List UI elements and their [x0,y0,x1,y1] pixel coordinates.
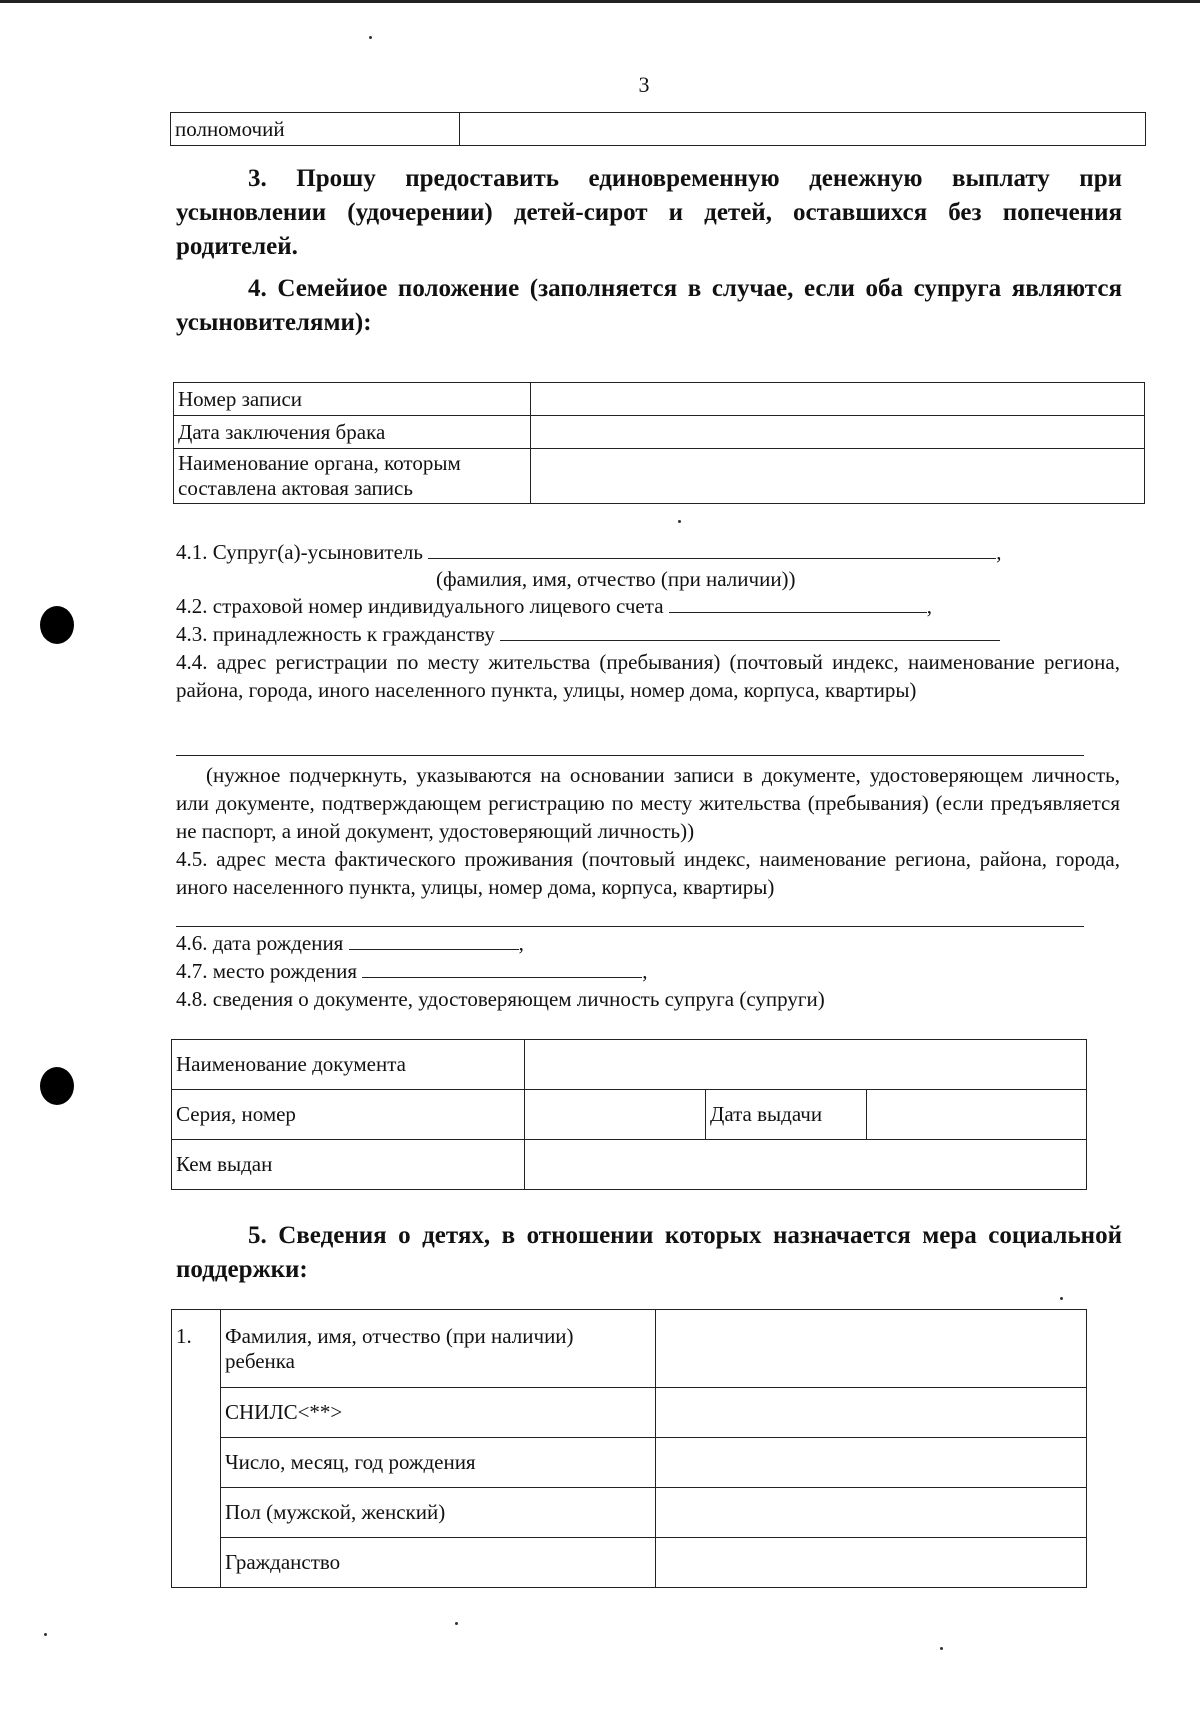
children-table [171,1309,1087,1588]
marriage-record-number-value[interactable] [531,383,1145,416]
top-table-left-cell: полномочий [171,113,460,146]
child-birth-date-value[interactable] [656,1438,1087,1488]
top-table [170,112,1146,146]
punch-hole-icon [40,1067,74,1105]
issue-date-label: Дата выдачи [706,1090,867,1140]
item-4-7: 4.7. место рождения , [176,959,648,983]
child-citizenship-value[interactable] [656,1538,1087,1588]
scan-speck [940,1647,943,1650]
note-4-4: (нужное подчеркнуть, указываются на основании записи в документе, удостоверяющем личность, или документе, подтверждающем регистрацию по месту жительства (пребывания) (если предъявляется не паспорт, а иной документ, удостоверяющий личность)) [176,763,1120,843]
citizenship-field[interactable] [500,620,1000,641]
item-4-8: 4.8. сведения о документе, удостоверяющем личность супруга (супруги) [176,987,825,1011]
child-birth-date-label: Число, месяц, год рождения [221,1438,656,1488]
item-4-1: 4.1. Супруг(а)-усыновитель , [176,540,1002,564]
top-table-right-cell[interactable] [460,113,1146,146]
section-3-heading: 3. Прошу предоставить единовременную денежную выплату при усыновлении (удочерении) детей-сирот и детей, оставшихся без попечения родителей. [176,165,1122,260]
marriage-date-value[interactable] [531,416,1145,449]
birth-place-field[interactable] [362,957,642,978]
child-citizenship-label: Гражданство [221,1538,656,1588]
actual-address-field[interactable] [176,926,1084,927]
child-snils-value[interactable] [656,1388,1087,1438]
page-number: 3 [638,72,650,97]
child-snils-label: СНИЛС<**> [221,1388,656,1438]
birth-date-field[interactable] [349,929,519,950]
issued-by-value[interactable] [525,1140,1087,1190]
registry-office-value[interactable] [531,449,1145,504]
issued-by-label: Кем выдан [172,1140,525,1190]
item-4-6: 4.6. дата рождения , [176,931,524,955]
scan-speck [678,520,681,523]
item-4-1-hint: (фамилия, имя, отчество (при наличии)) [436,567,796,591]
issue-date-value[interactable] [867,1090,1087,1140]
item-4-3: 4.3. принадлежность к гражданству [176,620,1000,648]
registry-office-label: Наименование органа, которым составлена актовая запись [174,449,531,504]
child-row-number: 1. [172,1310,221,1588]
spouse-name-field[interactable] [428,538,996,559]
scan-top-edge [0,0,1200,3]
registration-address-field[interactable] [176,755,1084,756]
id-document-table [171,1039,1087,1190]
child-name-label: Фамилия, имя, отчество (при наличии) ребенка [221,1310,656,1388]
child-sex-label: Пол (мужской, женский) [221,1488,656,1538]
scan-speck [44,1633,47,1636]
doc-name-label: Наименование документа [172,1040,525,1090]
snils-field[interactable] [669,592,927,613]
marriage-date-label: Дата заключения брака [174,416,531,449]
series-number-label: Серия, номер [172,1090,525,1140]
punch-hole-icon [40,606,74,644]
item-4-2: 4.2. страховой номер индивидуального лицевого счета , [176,594,933,618]
item-4-4: 4.4. адрес регистрации по месту жительства (пребывания) (почтовый индекс, наименование региона, района, города, иного населенного пункта, улицы, номер дома, корпуса, квартиры) [176,650,1120,702]
marriage-table [173,382,1145,504]
section-4-heading: 4. Семейиое положение (заполняется в случае, если оба супруга являются усыновителями): [176,275,1122,336]
doc-name-value[interactable] [525,1040,1087,1090]
series-number-value[interactable] [525,1090,706,1140]
marriage-record-number-label: Номер записи [174,383,531,416]
child-name-value[interactable] [656,1310,1087,1388]
scan-speck [455,1622,458,1625]
scan-speck [1060,1297,1063,1300]
section-5-heading: 5. Сведения о детях, в отношении которых назначается мера социальной поддержки: [176,1222,1122,1283]
scan-speck [369,36,372,39]
child-sex-value[interactable] [656,1488,1087,1538]
item-4-5: 4.5. адрес места фактического проживания (почтовый индекс, наименование региона, района, города, иного населенного пункта, улицы, номер дома, корпуса, квартиры) [176,847,1120,899]
